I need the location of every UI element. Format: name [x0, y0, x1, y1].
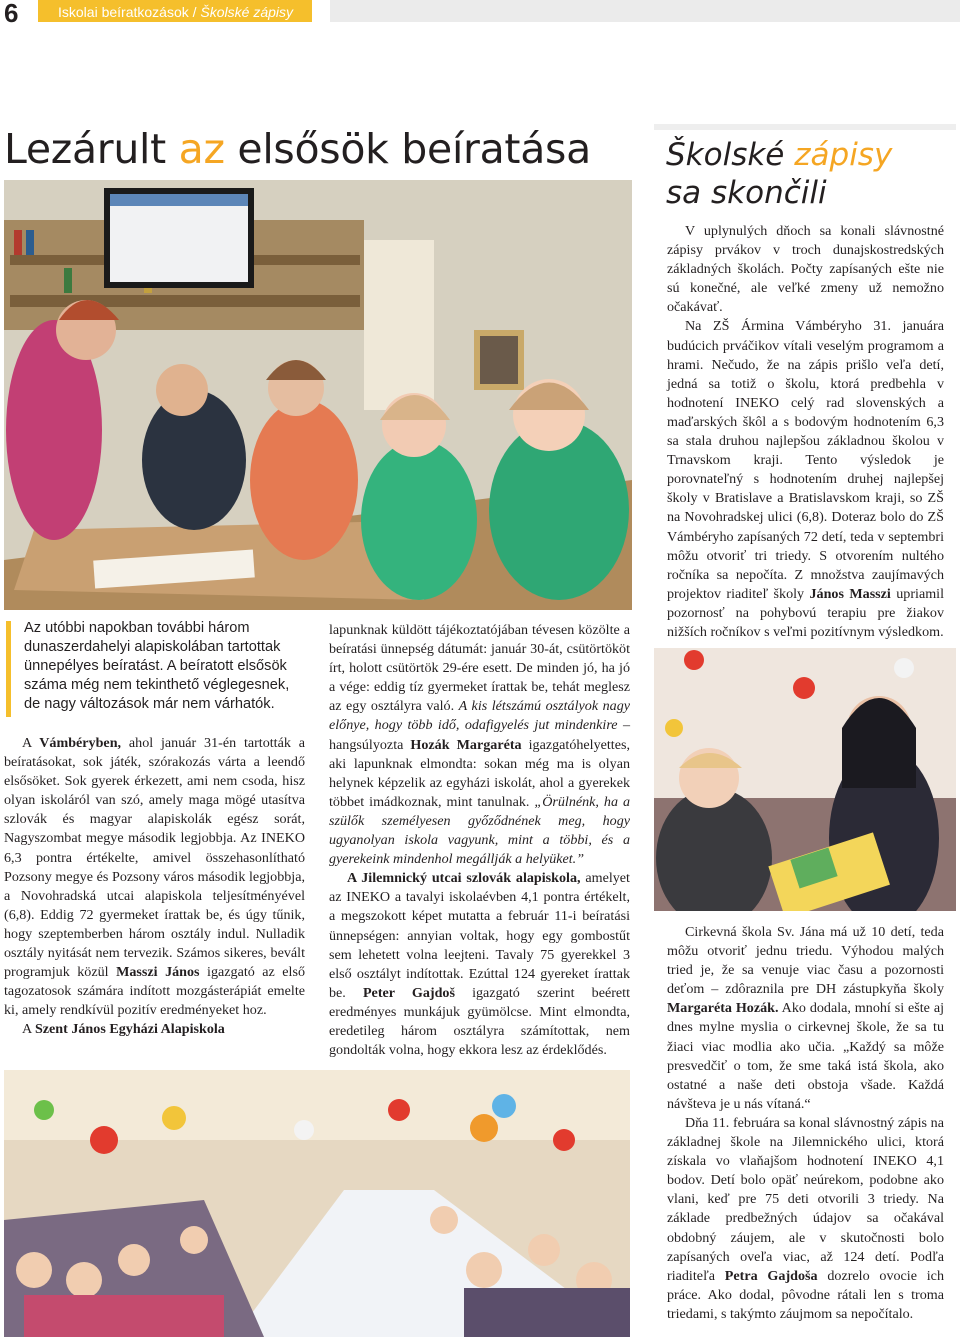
article-hu-quote-1: A kis létszámú osztályok nagy előnye, hogy több idő, odafigyelés jut mindenkire – — [329, 698, 630, 734]
school-name-szent-janos: Szent János Egyházi Alapiskola — [34, 1021, 225, 1038]
sk-headline-line2: sa skončili — [666, 175, 827, 211]
photo-classroom — [4, 180, 632, 610]
photo-school-hall — [4, 1070, 630, 1337]
headline-accent: az — [178, 125, 225, 173]
article-sk-paragraph-1: V uplynulých dňoch sa konali slávnostné zápisy prvákov v troch dunajskostredských základných školách. Počty zapísaných ešte nie sú konečné, ale veľké zmeny už nemožno očakávať. — [667, 223, 944, 316]
article-hu-paragraph-2: lapunknak küldött tájékoztatójában tévesen közölte a beíratási ünnepség dátumát: január 30-át, csütörtököt írt, holott csütörtök 29-ére esett. De minden jó, ha jó a vége: eddig tíz gyermeket írattak be, tehát meglesz az egy osztályra való. A kis létszámú osztályok nagy előnye, hogy több idő, odafigyelés jut mindenkire – hangsúlyozta Hozák Margaréta igazgatóhelyettes, aki lapunknak elmondta: sokan még ma is olyan helynek képzelik az egyházi iskolát, ahol a gyerekek többet imádkoznak, mint tanulnak. „Örülnénk, ha a szülők személyesen győződnének meg, hogy ugyanolyan iskola vagyunk, mint a többi, és a gyerekeink mindenhol megállják a helyüket.” — [329, 622, 631, 868]
headline-part1: Lezárult — [4, 125, 179, 173]
article-sk-column-bottom — [667, 923, 944, 1324]
sk-headline — [666, 136, 892, 212]
photo-mother-child-illustration — [654, 648, 956, 911]
article-hu-paragraph-2-start: A Szent János Egyházi Alapiskola — [22, 1021, 225, 1038]
person-masszi-sk: János Masszi — [809, 585, 891, 602]
photo-school-hall-illustration — [4, 1070, 630, 1337]
sk-headline-part1: Školské — [666, 137, 795, 173]
photo-mother-child — [654, 648, 956, 911]
person-gajdos-sk: Petra Gajdoša — [724, 1267, 818, 1284]
headline-part2: elsősök beíratása — [224, 125, 591, 173]
rubric-hu: Iskolai beíratkozások — [58, 4, 189, 20]
article-hu-paragraph-3: A Jilemnický utcai szlovák alapiskola, amelyet az INEKO a tavalyi iskolaévben 4,1 pontra értékelt, a megszokott képet mutatta a február 11-i beíratási ünnepségen: annyian voltak, hogy egy gombostűt sem lehetett volna leejteni. Tavaly 75 gyerekkel 3 első osztályt indítottak. Ezúttal 124 gyereket írattak be. Peter Gajdoš igazgató szerint beérett eredményes munkájuk gyümölcse. Mint elmondta, eredetileg három osztályra számítottak, nem gondolták volna, hogy ekkora lesz az érdeklődés. — [329, 870, 630, 1059]
person-masszi: Masszi János — [116, 964, 200, 981]
sk-headline-accent: zápisy — [794, 137, 893, 173]
rubric-sk: Školské zápisy — [200, 4, 293, 20]
article-hu-paragraph-1: A Vámbéryben, ahol január 31-én tartották a beíratásokat, sok játék, szórakozás várta a leendő elsősöket. Sok gyerek érkezett, ami nem csoda, hisz olyan iskoláról van szó, amely maga mögé utasítva szlovák és magyar alapiskolák egész sorát, Nagyszombat megye második legjobbja. Az INEKO 6,3 pontra értékelte, amivel összehasonlítható Pozsony megye és Pozsony város második legjobbja, a Novohradská utcai alapiskola teljesítményével (6,8). Eddig 72 gyermeket írattak be, és úgy tűnik, hogy szeptemberben három osztály indul. Nulladik osztály nyitását nem tervezik. Számos sikeres, bevált programjuk közül Masszi János igazgató az első tagozatosok számára indított mozgásterápiát emelte ki, amely rendkívül pozitív eredményeket hoz. — [4, 735, 305, 1019]
section-rubric — [38, 0, 312, 22]
person-hozak: Hozák Margaréta — [410, 736, 522, 753]
header-bar — [330, 0, 960, 22]
page-number: 6 — [4, 0, 19, 28]
rubric-separator: / — [192, 4, 197, 20]
lead-paragraph: Az utóbbi napokban további három dunaszerdahelyi alapiskolában tartottak ünnepélyes beíratást. A beíratott elsősök száma még nem tekinthető véglegesnek, de nagy változások már nem várhatók. — [24, 620, 290, 712]
photo-classroom-illustration — [4, 180, 632, 610]
article-hu-column-1 — [4, 734, 305, 1040]
article-hu-column-2 — [329, 621, 630, 1060]
school-name-jilemnicky: A Jilemnický utcai szlovák alapiskola, — [347, 870, 581, 887]
person-gajdos: Peter Gajdoš — [362, 984, 455, 1001]
article-hu-p2-text: lapunknak küldött tájékoztatójában tévesen közölte a beíratási ünnepség dátumát: január 30-át, csütörtököt írt, holott csütörtök 29-ére esett. De minden jó, ha jó a vége: eddig tíz gyermeket írattak be, tehát meglesz az egy osztályra való. — [329, 622, 630, 715]
article-hu-quote-2: „Örülnénk, ha a szülők személyesen győződnének meg, hogy ugyanolyan iskola vagyunk, mint a többi, és a gyerekeink mindenhol megállják a helyüket.” — [329, 793, 631, 868]
headline — [4, 124, 591, 174]
person-hozak-sk: Margaréta Hozák. — [667, 1000, 779, 1017]
article-sk-paragraph-2: Na ZŠ Ármina Vámbéryho 31. januára budúcich prváčikov vítali veselým programom a hrami. Nečudo, že na zápis prišlo veľa detí, jedná sa totiž o školu, ktorá predbehla v hodnotení INEKO celý rad slovenských a maďarských škôl a s bodovým hodnotením 6,3 sa stala druhou najlepšou základnou školou v Trnavskom kraji. Tento výsledok je porovnateľný s hodnotením druhej najlepšej školy v Bratislave a Bratislavskom kraji, so ZŠ na Novohradskej ulici (6,8). Doteraz bolo do ZŠ Vámbéryho zapísaných 72 detí, teda v septembri môžu otvoriť tri triedy. S otvorením nultého ročníka sa nepočíta. Z množstva zaujímavých projektov riaditeľ školy János Masszi upriamil pozornosť na pohybovú terapiu pre žiakov nižších ročníkov s veľmi pozitívnym výsledkom. — [667, 318, 944, 640]
article-sk-column-top — [667, 222, 944, 642]
article-sk-paragraph-3: Cirkevná škola Sv. Jána má už 10 detí, teda môžu otvoriť jednu triedu. Výhodou malých tried je, že sa venuje viac času a pozornosti deťom – zdôraznila pre DH zástupkyňa školy Margaréta Hozák. Ako dodala, mnohí si ešte aj dnes mylne myslia o cirkevnej škole, že sa tu žiaci viac modlia ako učia. „Každý sa môže presvedčiť o tom, že sme taká istá škola, ako ostatné a naše deti obstoja všade. Každá návšteva je u nás vítaná.“ — [667, 924, 944, 1112]
school-name-vambery: Vámbéryben, — [39, 735, 122, 751]
lead-accent-bar — [6, 621, 11, 717]
article-sk-paragraph-4: Dňa 11. februára sa konal slávnostný zápis na základnej škole na Jilemnického ulici, ktorá získala vo vlaňajšom hodnotení INEKO 4,1 bodov. Detí bolo opäť neúrekom, podobne ako vlani, keď pre 75 deti otvorili 3 triedy. Na základe predbežných údajov sa očakával obdobný záujem, ale v skutočnosti bolo zapísaných oveľa viac, až 124 detí. Podľa riaditeľa Petra Gajdoša dozrelo ovocie ich práce. Ako dodal, pôvodne rátali len s troma triedami, s takýmto záujmom sa nepočítalo. — [667, 1114, 944, 1322]
